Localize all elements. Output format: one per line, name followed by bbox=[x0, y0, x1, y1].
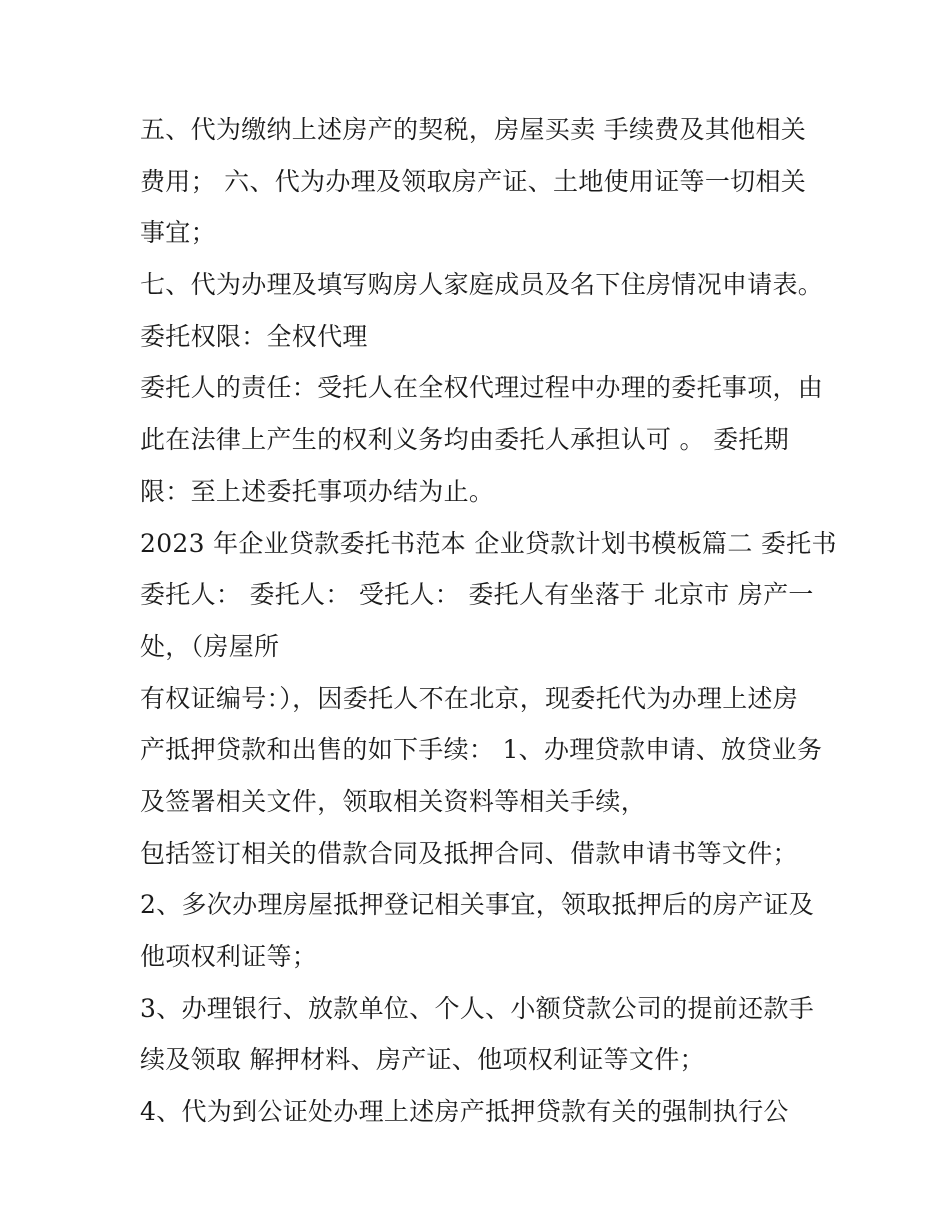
text-line: 他项权利证等； bbox=[140, 942, 318, 971]
text-line: 4、代为到公证处办理上述房产抵押贷款有关的强制执行公 bbox=[140, 1097, 789, 1127]
document-body bbox=[140, 104, 840, 1138]
text-line: 此在法律上产生的权利义务均由委托人承担认可 。 委托期 bbox=[140, 425, 789, 455]
text-line: 2023 年企业贷款委托书范本 企业贷款计划书模板篇二 委托书 bbox=[140, 528, 837, 558]
text-line: 包括签订相关的借款合同及抵押合同、借款申请书等文件； bbox=[140, 838, 798, 868]
text-line: 五、代为缴纳上述房产的契税，房屋买卖 手续费及其他相关 bbox=[140, 115, 807, 144]
text-line: 事宜； bbox=[140, 218, 216, 248]
text-line: 委托权限：全权代理 bbox=[140, 321, 368, 351]
text-line: 七、代为办理及填写购房人家庭成员及名下住房情况申请表。 bbox=[140, 270, 824, 300]
text-line: 费用； 六、代为办理及领取房产证、土地使用证等一切相关 bbox=[140, 166, 807, 196]
text-line: 处，（房屋所 bbox=[140, 631, 280, 661]
text-line: 委托人的责任：受托人在全权代理过程中办理的委托事项，由 bbox=[140, 373, 824, 403]
text-line: 委托人： 委托人： 受托人： 委托人有坐落于 北京市 房产一 bbox=[140, 580, 814, 610]
text-line: 续及领取 解押材料、房产证、他项权利证等文件； bbox=[140, 1045, 705, 1075]
text-line: 2、多次办理房屋抵押登记相关事宜，领取抵押后的房产证及 bbox=[140, 890, 815, 920]
text-line: 及签署相关文件，领取相关资料等相关手续， bbox=[140, 786, 647, 816]
text-line: 限：至上述委托事项办结为止。 bbox=[140, 476, 495, 506]
text-line: 有权证编号：），因委托人不在北京，现委托代为办理上述房 bbox=[140, 683, 799, 713]
text-line: 3、办理银行、放款单位、个人、小额贷款公司的提前还款手 bbox=[140, 993, 815, 1023]
text-line: 产抵押贷款和出售的如下手续： 1、办理贷款申请、放贷业务 bbox=[140, 735, 823, 765]
